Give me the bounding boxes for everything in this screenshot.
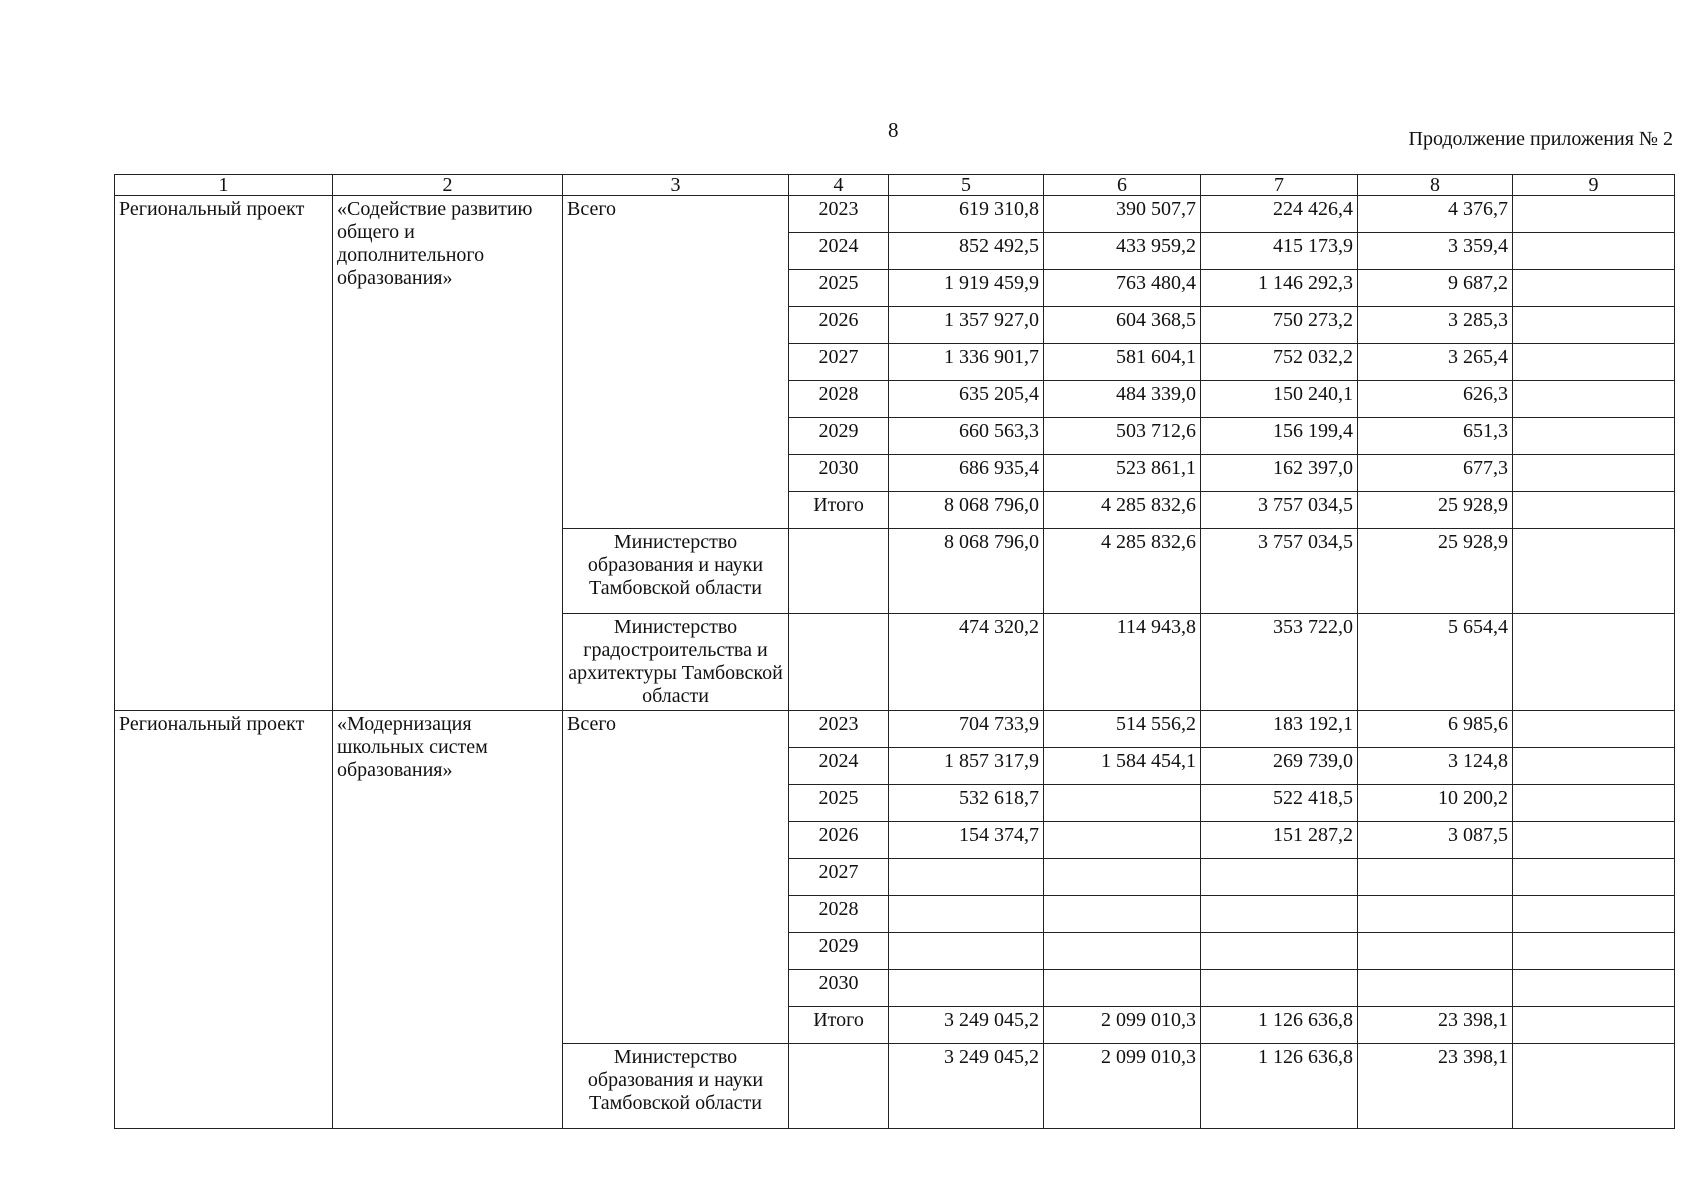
column-header: 4 xyxy=(789,175,889,196)
value-cell: 3 265,4 xyxy=(1358,344,1513,381)
year-cell: 2029 xyxy=(789,418,889,455)
value-cell xyxy=(1513,748,1675,785)
value-cell xyxy=(1513,307,1675,344)
column-header: 8 xyxy=(1358,175,1513,196)
value-cell xyxy=(1513,529,1675,614)
column-header: 1 xyxy=(115,175,333,196)
value-cell xyxy=(1513,455,1675,492)
year-row xyxy=(115,711,1675,748)
value-cell: 686 935,4 xyxy=(889,455,1044,492)
value-cell: 224 426,4 xyxy=(1201,196,1358,233)
value-cell: 151 287,2 xyxy=(1201,822,1358,859)
column-header: 7 xyxy=(1201,175,1358,196)
source-total-cell: Всего xyxy=(563,711,789,1044)
value-cell xyxy=(1513,270,1675,307)
value-cell: 522 418,5 xyxy=(1201,785,1358,822)
value-cell: 626,3 xyxy=(1358,381,1513,418)
project-type-cell: Региональный проект xyxy=(115,711,333,1129)
value-cell xyxy=(1044,933,1201,970)
value-cell xyxy=(1513,822,1675,859)
value-cell xyxy=(1513,859,1675,896)
year-cell: 2024 xyxy=(789,233,889,270)
value-cell: 2 099 010,3 xyxy=(1044,1044,1201,1129)
value-cell: 677,3 xyxy=(1358,455,1513,492)
value-cell: 23 398,1 xyxy=(1358,1007,1513,1044)
value-cell xyxy=(1513,896,1675,933)
value-cell: 433 959,2 xyxy=(1044,233,1201,270)
value-cell xyxy=(1513,1007,1675,1044)
value-cell xyxy=(1044,785,1201,822)
value-cell: 415 173,9 xyxy=(1201,233,1358,270)
value-cell xyxy=(1513,492,1675,529)
value-cell: 8 068 796,0 xyxy=(889,529,1044,614)
value-cell: 2 099 010,3 xyxy=(1044,1007,1201,1044)
value-cell xyxy=(1201,859,1358,896)
value-cell: 6 985,6 xyxy=(1358,711,1513,748)
year-cell: 2023 xyxy=(789,711,889,748)
value-cell: 3 757 034,5 xyxy=(1201,529,1358,614)
value-cell xyxy=(1513,233,1675,270)
value-cell: 503 712,6 xyxy=(1044,418,1201,455)
value-cell: 162 397,0 xyxy=(1201,455,1358,492)
value-cell: 25 928,9 xyxy=(1358,529,1513,614)
year-cell: 2025 xyxy=(789,270,889,307)
value-cell: 514 556,2 xyxy=(1044,711,1201,748)
year-cell: 2025 xyxy=(789,785,889,822)
project-name-cell: «Содействие развитию общего и дополнительного образования» xyxy=(333,196,563,711)
year-cell: 2023 xyxy=(789,196,889,233)
value-cell xyxy=(1044,896,1201,933)
year-cell: Итого xyxy=(789,492,889,529)
value-cell xyxy=(1201,896,1358,933)
value-cell: 156 199,4 xyxy=(1201,418,1358,455)
year-cell: 2028 xyxy=(789,381,889,418)
value-cell: 3 249 045,2 xyxy=(889,1044,1044,1129)
year-cell: 2027 xyxy=(789,859,889,896)
column-number-row xyxy=(115,175,1675,196)
value-cell: 1 126 636,8 xyxy=(1201,1044,1358,1129)
value-cell: 3 087,5 xyxy=(1358,822,1513,859)
value-cell xyxy=(1513,933,1675,970)
value-cell: 269 739,0 xyxy=(1201,748,1358,785)
value-cell: 852 492,5 xyxy=(889,233,1044,270)
value-cell xyxy=(1513,614,1675,711)
organization-name-cell: Министерство образования и науки Тамбовской области xyxy=(563,529,789,614)
value-cell: 752 032,2 xyxy=(1201,344,1358,381)
value-cell: 704 733,9 xyxy=(889,711,1044,748)
value-cell: 25 928,9 xyxy=(1358,492,1513,529)
value-cell: 523 861,1 xyxy=(1044,455,1201,492)
value-cell xyxy=(889,970,1044,1007)
project-type-cell: Региональный проект xyxy=(115,196,333,711)
project-name-cell: «Модернизация школьных систем образования» xyxy=(333,711,563,1129)
year-cell: 2028 xyxy=(789,896,889,933)
value-cell: 114 943,8 xyxy=(1044,614,1201,711)
value-cell: 3 249 045,2 xyxy=(889,1007,1044,1044)
appendix-caption: Продолжение приложения № 2 xyxy=(1408,128,1673,150)
value-cell xyxy=(1513,711,1675,748)
value-cell xyxy=(1358,896,1513,933)
value-cell: 763 480,4 xyxy=(1044,270,1201,307)
year-cell: 2027 xyxy=(789,344,889,381)
value-cell: 154 374,7 xyxy=(889,822,1044,859)
value-cell: 353 722,0 xyxy=(1201,614,1358,711)
value-cell xyxy=(889,933,1044,970)
value-cell: 484 339,0 xyxy=(1044,381,1201,418)
value-cell: 604 368,5 xyxy=(1044,307,1201,344)
value-cell xyxy=(889,896,1044,933)
year-cell xyxy=(789,529,889,614)
organization-name-cell: Министерство образования и науки Тамбовской области xyxy=(563,1044,789,1129)
value-cell xyxy=(1044,822,1201,859)
value-cell xyxy=(1358,970,1513,1007)
year-row xyxy=(115,196,1675,233)
value-cell xyxy=(1358,933,1513,970)
value-cell: 1 336 901,7 xyxy=(889,344,1044,381)
value-cell: 8 068 796,0 xyxy=(889,492,1044,529)
value-cell: 532 618,7 xyxy=(889,785,1044,822)
organization-name-cell: Министерство градостроительства и архитектуры Тамбовской области xyxy=(563,614,789,711)
value-cell xyxy=(1513,1044,1675,1129)
value-cell: 1 357 927,0 xyxy=(889,307,1044,344)
value-cell: 390 507,7 xyxy=(1044,196,1201,233)
year-cell xyxy=(789,1044,889,1129)
value-cell xyxy=(1044,859,1201,896)
value-cell: 5 654,4 xyxy=(1358,614,1513,711)
value-cell: 9 687,2 xyxy=(1358,270,1513,307)
column-header: 2 xyxy=(333,175,563,196)
value-cell: 651,3 xyxy=(1358,418,1513,455)
value-cell: 183 192,1 xyxy=(1201,711,1358,748)
column-header: 5 xyxy=(889,175,1044,196)
value-cell xyxy=(889,859,1044,896)
value-cell xyxy=(1513,381,1675,418)
value-cell: 1 919 459,9 xyxy=(889,270,1044,307)
column-header: 9 xyxy=(1513,175,1675,196)
value-cell: 3 285,3 xyxy=(1358,307,1513,344)
column-header: 6 xyxy=(1044,175,1201,196)
value-cell xyxy=(1513,196,1675,233)
value-cell: 1 126 636,8 xyxy=(1201,1007,1358,1044)
value-cell: 1 584 454,1 xyxy=(1044,748,1201,785)
year-cell: 2030 xyxy=(789,970,889,1007)
source-total-cell: Всего xyxy=(563,196,789,529)
value-cell xyxy=(1044,970,1201,1007)
value-cell: 619 310,8 xyxy=(889,196,1044,233)
value-cell: 23 398,1 xyxy=(1358,1044,1513,1129)
value-cell: 3 757 034,5 xyxy=(1201,492,1358,529)
value-cell: 4 285 832,6 xyxy=(1044,529,1201,614)
column-header: 3 xyxy=(563,175,789,196)
value-cell: 4 285 832,6 xyxy=(1044,492,1201,529)
value-cell xyxy=(1513,970,1675,1007)
funding-table xyxy=(114,174,1675,1129)
value-cell: 474 320,2 xyxy=(889,614,1044,711)
value-cell: 3 124,8 xyxy=(1358,748,1513,785)
value-cell xyxy=(1201,970,1358,1007)
value-cell: 1 857 317,9 xyxy=(889,748,1044,785)
value-cell xyxy=(1201,933,1358,970)
value-cell: 750 273,2 xyxy=(1201,307,1358,344)
year-cell xyxy=(789,614,889,711)
value-cell xyxy=(1513,418,1675,455)
value-cell: 660 563,3 xyxy=(889,418,1044,455)
year-cell: Итого xyxy=(789,1007,889,1044)
value-cell: 150 240,1 xyxy=(1201,381,1358,418)
value-cell xyxy=(1513,785,1675,822)
year-cell: 2026 xyxy=(789,307,889,344)
value-cell xyxy=(1513,344,1675,381)
year-cell: 2024 xyxy=(789,748,889,785)
value-cell: 635 205,4 xyxy=(889,381,1044,418)
value-cell: 4 376,7 xyxy=(1358,196,1513,233)
value-cell: 3 359,4 xyxy=(1358,233,1513,270)
value-cell: 10 200,2 xyxy=(1358,785,1513,822)
year-cell: 2026 xyxy=(789,822,889,859)
year-cell: 2029 xyxy=(789,933,889,970)
value-cell: 581 604,1 xyxy=(1044,344,1201,381)
year-cell: 2030 xyxy=(789,455,889,492)
value-cell xyxy=(1358,859,1513,896)
page-number: 8 xyxy=(888,118,899,142)
value-cell: 1 146 292,3 xyxy=(1201,270,1358,307)
